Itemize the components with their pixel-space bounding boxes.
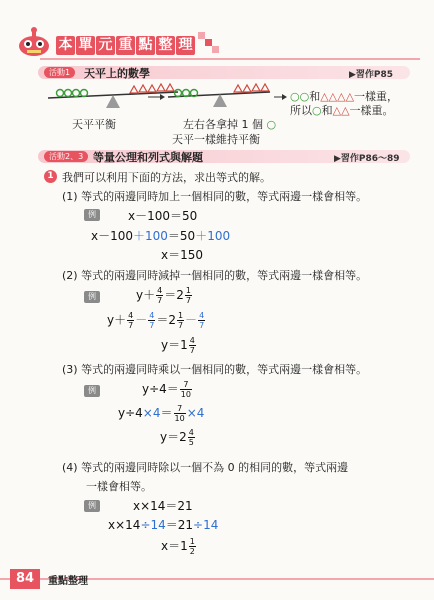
ex4-line2: x×14÷14＝21÷14 [108, 518, 219, 532]
footer-label: 重點整理 [48, 576, 88, 587]
robot-mascot-icon [16, 24, 52, 58]
rule2-text: (2) 等式的兩邊同時減掉一個相同的數，等式兩邊一樣會相等。 [62, 269, 368, 282]
page-number: 84 [10, 569, 40, 589]
title-char: 整 [156, 36, 175, 55]
ex2-line3: y＝1 $\frac{4}{7}$ [161, 336, 195, 355]
title-char: 單 [76, 36, 95, 55]
decor-square [212, 46, 219, 53]
section1-title: 天平上的數學 [84, 67, 150, 80]
ex1-line1: x－100＝50 [128, 209, 198, 223]
activity-tag: 活動2、3 [44, 151, 88, 162]
title-char: 重 [116, 36, 135, 55]
conclusion-line1: ○○和△△△△一樣重， [290, 90, 399, 103]
rule3-text: (3) 等式的兩邊同時乘以一個相同的數，等式兩邊一樣會相等。 [62, 363, 368, 376]
ex1-line3: x＝150 [161, 248, 204, 262]
removal-caption: 左右各拿掉 1 個 ○ [183, 118, 277, 131]
ex1-line2: x－100＋100＝50＋100 [91, 229, 231, 243]
header-rule [40, 58, 420, 60]
example-tag: 例 [84, 291, 100, 303]
example-tag: 例 [84, 209, 100, 221]
balance-kept-caption: 天平一樣維持平衡 [172, 133, 260, 146]
ex3-line2: y÷4×4＝ $\frac{7}{10}$ ×4 [118, 404, 205, 423]
rule4-text-cont: 一樣會相等。 [86, 480, 152, 493]
title-char: 點 [136, 36, 155, 55]
activity-tag: 活動1 [44, 67, 75, 78]
balance-caption: 天平平衡 [72, 118, 116, 131]
rule1-text: (1) 等式的兩邊同時加上一個相同的數，等式兩邊一樣會相等。 [62, 190, 368, 203]
ex4-line1: x×14＝21 [133, 499, 193, 513]
homework-ref: ▶習作P86～89 [334, 154, 400, 164]
ex3-line1: y÷4＝ $\frac{7}{10}$ [142, 380, 191, 399]
title-char: 本 [56, 36, 75, 55]
example-tag: 例 [84, 385, 100, 397]
homework-ref: ▶習作P85 [349, 70, 394, 80]
ex4-line3: x＝1 $\frac{1}{2}$ [161, 537, 195, 556]
title-char: 理 [176, 36, 195, 55]
decor-square [205, 39, 212, 46]
ex2-line2: y＋ $\frac{4}{7}$ － $\frac{4}{7}$ ＝2 $\frac{1}{7}$ － $\frac{4}{7}$ [107, 311, 205, 330]
item-number: 1 [44, 170, 57, 183]
section2-title: 等量公理和列式與解題 [93, 151, 203, 164]
intro-text: 我們可以利用下面的方法，求出等式的解。 [62, 171, 271, 184]
decor-square [198, 32, 205, 39]
rule4-text: (4) 等式的兩邊同時除以一個不為 0 的相同的數，等式兩邊 [62, 461, 349, 474]
title-char: 元 [96, 36, 115, 55]
ex3-line3: y＝2 $\frac{4}{5}$ [160, 428, 194, 447]
example-tag: 例 [84, 500, 100, 512]
ex2-line1: y＋ $\frac{4}{7}$ ＝2 $\frac{1}{7}$ [136, 286, 191, 305]
conclusion-line2: 所以○和△△一樣重。 [290, 104, 394, 117]
